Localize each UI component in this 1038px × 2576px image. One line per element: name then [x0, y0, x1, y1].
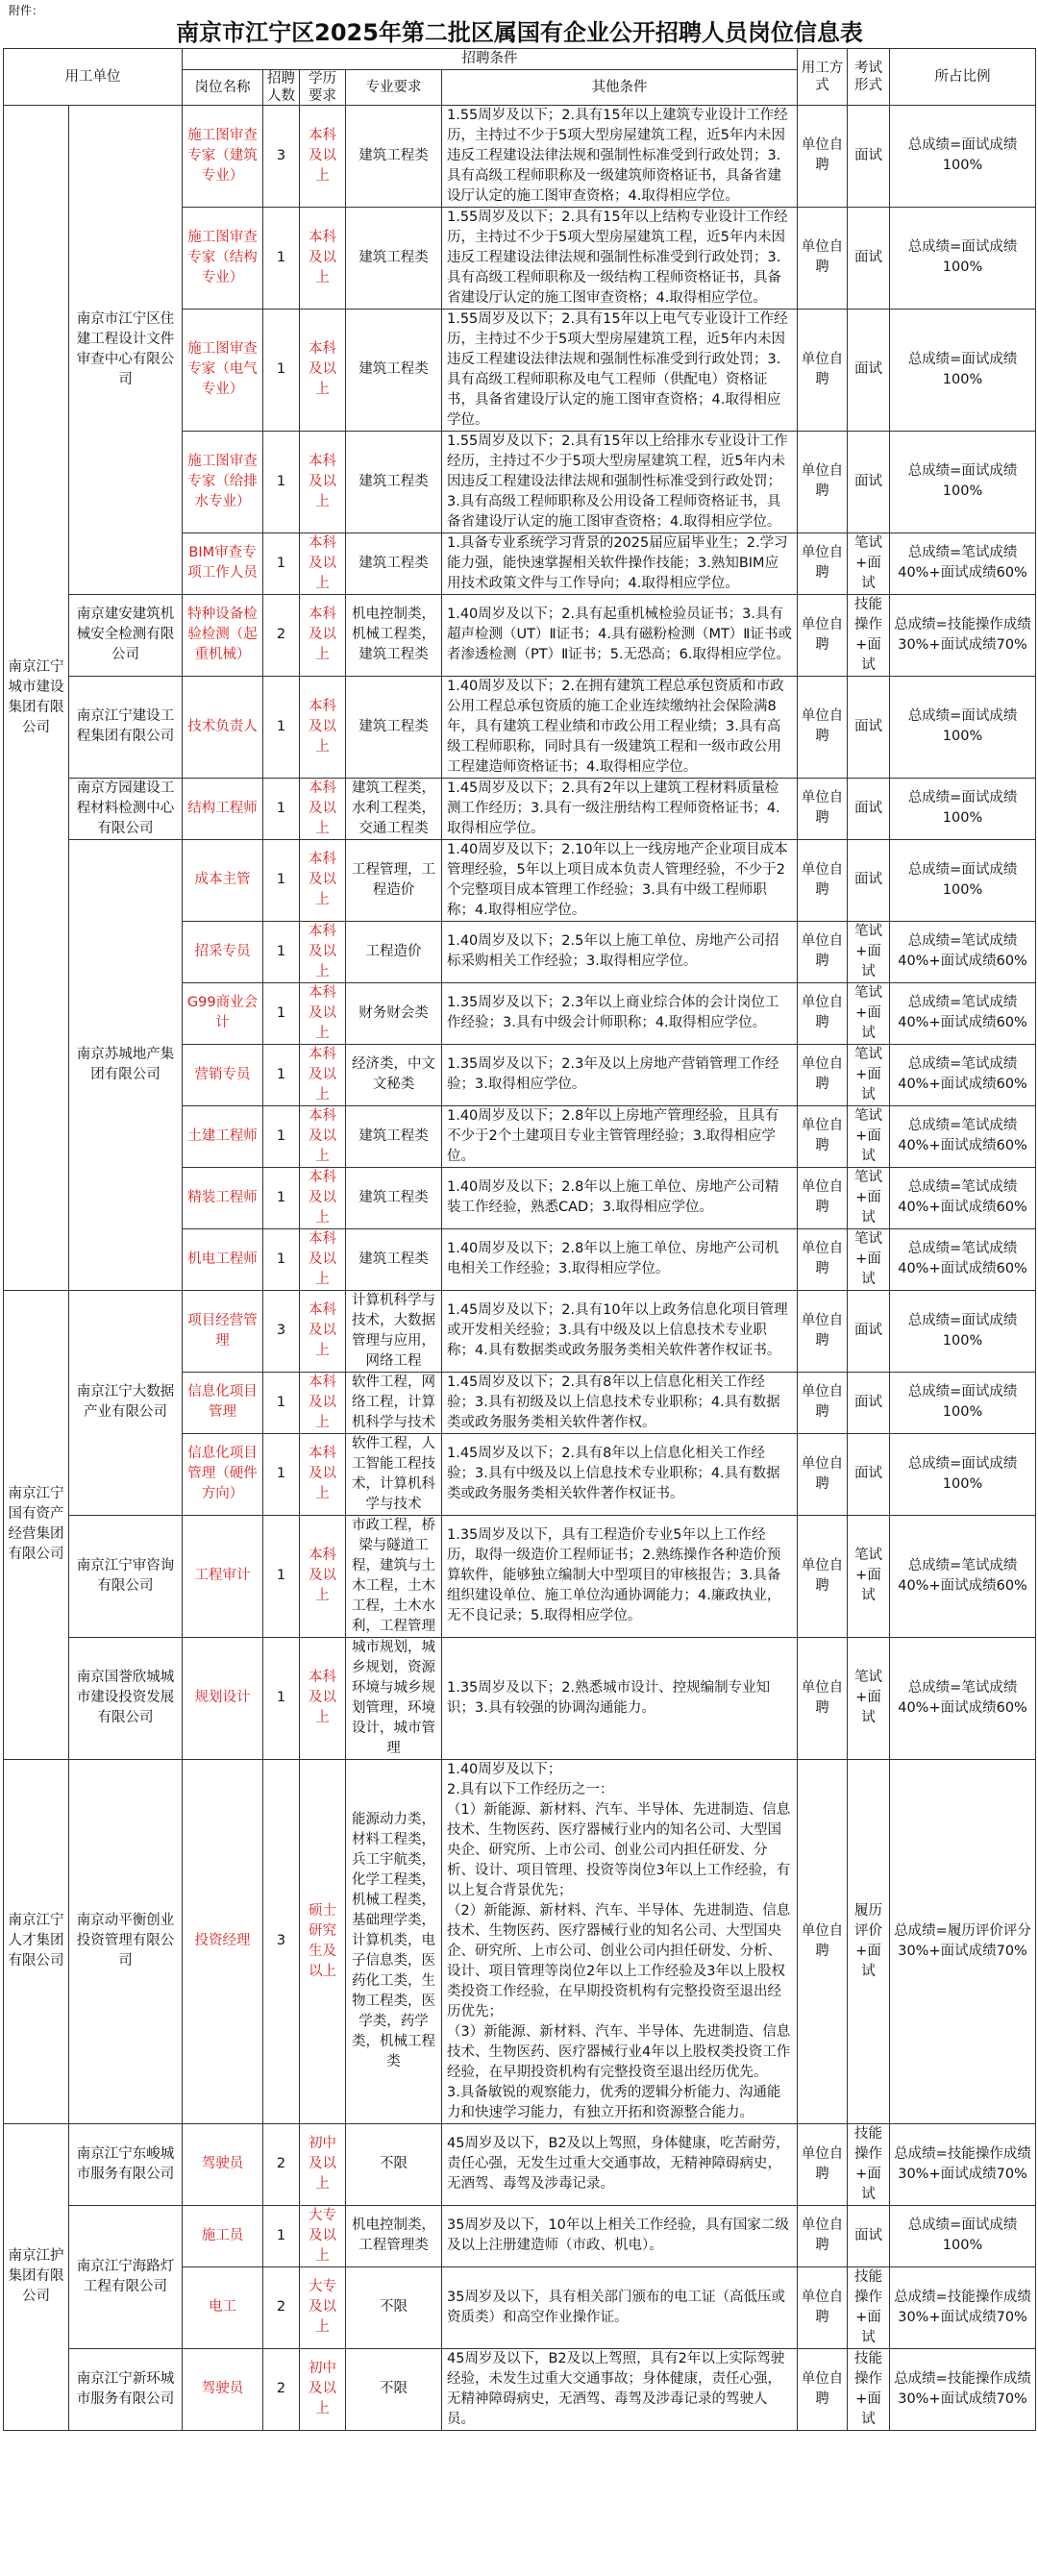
score-ratio: 总成绩=履历评价评分30%+面试成绩70% — [890, 1759, 1036, 2123]
hire-count: 1 — [263, 1105, 300, 1167]
hire-count: 1 — [263, 921, 300, 982]
unit-name: 南京国誉欣城城市建设投资发展有限公司 — [69, 1637, 183, 1759]
major-req: 建筑工程类 — [346, 105, 442, 207]
score-ratio: 总成绩=面试成绩100% — [890, 839, 1036, 921]
major-req: 机电控制类，机械工程类，建筑工程类 — [346, 594, 442, 676]
major-req: 计算机科学与技术，大数据管理与应用，网络工程 — [346, 1290, 442, 1372]
position-name: 施工员 — [183, 2205, 263, 2266]
unit-name: 南京市江宁区住建工程设计文件审查中心有限公司 — [69, 105, 183, 594]
major-req: 软件工程，人工智能工程技术，计算机科学与技术 — [346, 1433, 442, 1515]
attachment-label: 附件： — [9, 4, 44, 17]
hire-count: 1 — [263, 1228, 300, 1290]
education-req: 本科及以上 — [300, 431, 346, 533]
major-req: 建筑工程类 — [346, 1228, 442, 1290]
other-conditions: 1.45周岁及以下；2.具有8年以上信息化相关工作经验；3.具有初级及以上信息技术专业职称；4.具有数据类或政务服务类相关软件著作权。 — [442, 1372, 798, 1433]
position-name: 施工图审查专家（结构专业） — [183, 207, 263, 309]
table-row — [4, 778, 1036, 839]
hire-count: 1 — [263, 676, 300, 778]
major-req: 建筑工程类 — [346, 207, 442, 309]
exam-type: 技能操作+面试 — [848, 2266, 890, 2348]
position-name: G99商业会计 — [183, 982, 263, 1044]
education-req: 初中及以上 — [300, 2123, 346, 2205]
education-req: 初中及以上 — [300, 2348, 346, 2430]
other-conditions: 1.具备专业系统学习背景的2025届应届毕业生；2.学习能力强，能快速掌握相关软件操作技能；3.熟知BIM应用技术政策文件与工作导向；4.取得相应学位。 — [442, 533, 798, 594]
education-req: 本科及以上 — [300, 1290, 346, 1372]
table-row — [4, 105, 1036, 207]
exam-type: 面试 — [848, 207, 890, 309]
other-conditions: 1.55周岁及以下；2.具有15年以上建筑专业设计工作经历，主持过不少于5项大型房屋建筑工程，近5年内未因违反工程建设法律法规和强制性标准受到行政处罚；3.具有高级工程师职称及一级建筑师资格证书，具备省建设厅认定的施工图审查资格；4.取得相应学位。 — [442, 105, 798, 207]
header-employment-type: 用工方式 — [798, 48, 848, 105]
position-name: 规划设计 — [183, 1637, 263, 1759]
education-req: 本科及以上 — [300, 1637, 346, 1759]
header-employer: 用工单位 — [4, 48, 183, 105]
other-conditions: 1.40周岁及以下；2.8年以上施工单位、房地产公司机电相关工作经验；3.取得相应学位。 — [442, 1228, 798, 1290]
other-conditions: 1.55周岁及以下；2.具有15年以上结构专业设计工作经历，主持过不少于5项大型房屋建筑工程，近5年内未因违反工程建设法律法规和强制性标准受到行政处罚；3.具有高级工程师职称及一级结构工程师资格证书，具备省建设厅认定的施工图审查资格；4.取得相应学位。 — [442, 207, 798, 309]
header-position: 岗位名称 — [183, 69, 263, 105]
employment-type: 单位自聘 — [798, 594, 848, 676]
score-ratio: 总成绩=笔试成绩40%+面试成绩60% — [890, 921, 1036, 982]
employment-type: 单位自聘 — [798, 431, 848, 533]
header-major: 专业要求 — [346, 69, 442, 105]
score-ratio: 总成绩=技能操作成绩30%+面试成绩70% — [890, 2348, 1036, 2430]
position-name: 招采专员 — [183, 921, 263, 982]
other-conditions: 1.40周岁及以下；2.具有起重机械检验员证书；3.具有超声检测（UT）Ⅱ证书；4.具有磁粉检测（MT）Ⅱ证书或者渗透检测（PT）Ⅱ证书；5.无恐高；6.取得相应学位。 — [442, 594, 798, 676]
exam-type: 技能操作+面试 — [848, 2123, 890, 2205]
position-name: 信息化项目管理 — [183, 1372, 263, 1433]
major-req: 城市规划，城乡规划，资源环境与城乡规划管理，环境设计，城市管理 — [346, 1637, 442, 1759]
employment-type: 单位自聘 — [798, 676, 848, 778]
exam-type: 面试 — [848, 1433, 890, 1515]
other-conditions: 45周岁及以下，B2及以上驾照，具有2年以上实际驾驶经验，未发生过重大交通事故；身体健康，责任心强，无精神障碍病史，无酒驾、毒驾及涉毒记录的驾驶人员。 — [442, 2348, 798, 2430]
exam-type: 面试 — [848, 2205, 890, 2266]
hire-count: 1 — [263, 207, 300, 309]
exam-type: 面试 — [848, 839, 890, 921]
hire-count: 2 — [263, 2123, 300, 2205]
score-ratio: 总成绩=面试成绩100% — [890, 431, 1036, 533]
education-req: 本科及以上 — [300, 839, 346, 921]
hire-count: 1 — [263, 1044, 300, 1105]
group-name: 南京江宁城市建设集团有限公司 — [4, 105, 69, 1290]
employment-type: 单位自聘 — [798, 1759, 848, 2123]
employment-type: 单位自聘 — [798, 2205, 848, 2266]
exam-type: 笔试+面试 — [848, 1105, 890, 1167]
unit-name: 南京方园建设工程材料检测中心有限公司 — [69, 778, 183, 839]
hire-count: 1 — [263, 778, 300, 839]
major-req: 软件工程，网络工程，计算机科学与技术 — [346, 1372, 442, 1433]
employment-type: 单位自聘 — [798, 1290, 848, 1372]
other-conditions: 35周岁及以下，10年以上相关工作经验，具有国家二级及以上注册建造师（市政、机电）。 — [442, 2205, 798, 2266]
other-conditions: 1.35周岁及以下；2.3年及以上房地产营销管理工作经验；3.取得相应学位。 — [442, 1044, 798, 1105]
hire-count: 2 — [263, 594, 300, 676]
education-req: 本科及以上 — [300, 594, 346, 676]
unit-name: 南京江宁建设工程集团有限公司 — [69, 676, 183, 778]
education-req: 硕士研究生及以上 — [300, 1759, 346, 2123]
education-req: 大专及以上 — [300, 2266, 346, 2348]
score-ratio: 总成绩=笔试成绩40%+面试成绩60% — [890, 1515, 1036, 1637]
position-name: 特种设备检验检测（起重机械） — [183, 594, 263, 676]
education-req: 本科及以上 — [300, 921, 346, 982]
page-title: 南京市江宁区2025年第二批区属国有企业公开招聘人员岗位信息表 — [176, 18, 863, 46]
education-req: 本科及以上 — [300, 1228, 346, 1290]
employment-type: 单位自聘 — [798, 1044, 848, 1105]
education-req: 本科及以上 — [300, 207, 346, 309]
table-row — [4, 1637, 1036, 1759]
unit-name: 南京苏城地产集团有限公司 — [69, 839, 183, 1290]
hire-count: 1 — [263, 1167, 300, 1228]
employment-type: 单位自聘 — [798, 1637, 848, 1759]
hire-count: 1 — [263, 2205, 300, 2266]
position-name: 技术负责人 — [183, 676, 263, 778]
major-req: 不限 — [346, 2123, 442, 2205]
exam-type: 笔试+面试 — [848, 982, 890, 1044]
other-conditions: 1.55周岁及以下；2.具有15年以上电气专业设计工作经历，主持过不少于5项大型房屋建筑工程，近5年内未因违反工程建设法律法规和强制性标准受到行政处罚；3.具有高级工程师职称及电气工程师（供配电）资格证书，具备省建设厅认定的施工图审查资格；4.取得相应学位。 — [442, 309, 798, 431]
position-name: 机电工程师 — [183, 1228, 263, 1290]
header-education: 学历要求 — [300, 69, 346, 105]
score-ratio: 总成绩=笔试成绩40%+面试成绩60% — [890, 1044, 1036, 1105]
other-conditions: 1.40周岁及以下；2.在拥有建筑工程总承包资质和市政公用工程总承包资质的施工企业连续缴纳社会保险满8年，具有建筑工程业绩和市政公用工程业绩；3.具有高级工程师职称，同时具有一级建筑工程和一级市政公用工程建造师资格证书；4.取得相应学位。 — [442, 676, 798, 778]
employment-type: 单位自聘 — [798, 309, 848, 431]
position-name: BIM审查专项工作人员 — [183, 533, 263, 594]
unit-name: 南京江宁海路灯工程有限公司 — [69, 2205, 183, 2348]
employment-type: 单位自聘 — [798, 982, 848, 1044]
table-row — [4, 2123, 1036, 2205]
education-req: 本科及以上 — [300, 676, 346, 778]
employment-type: 单位自聘 — [798, 1228, 848, 1290]
exam-type: 面试 — [848, 309, 890, 431]
position-name: 电工 — [183, 2266, 263, 2348]
header-conditions: 招聘条件 — [183, 48, 798, 69]
recruitment-table — [3, 17, 1036, 2431]
exam-type: 笔试+面试 — [848, 533, 890, 594]
unit-name: 南京江宁新环城市服务有限公司 — [69, 2348, 183, 2430]
table-row — [4, 2348, 1036, 2430]
exam-type: 面试 — [848, 431, 890, 533]
major-req: 不限 — [346, 2348, 442, 2430]
score-ratio: 总成绩=笔试成绩40%+面试成绩60% — [890, 1167, 1036, 1228]
score-ratio: 总成绩=面试成绩100% — [890, 309, 1036, 431]
hire-count: 1 — [263, 839, 300, 921]
other-conditions: 1.55周岁及以下；2.具有15年以上给排水专业设计工作经历，主持过不少于5项大型房屋建筑工程，近5年内未因违反工程建设法律法规和强制性标准受到行政处罚；3.具有高级工程师职称及公用设备工程师资格证书，具备省建设厅认定的施工图审查资格；4.取得相应学位。 — [442, 431, 798, 533]
education-req: 本科及以上 — [300, 1433, 346, 1515]
position-name: 驾驶员 — [183, 2123, 263, 2205]
unit-name: 南京江宁审咨询有限公司 — [69, 1515, 183, 1637]
position-name: 施工图审查专家（给排水专业） — [183, 431, 263, 533]
exam-type: 技能操作+面试 — [848, 2348, 890, 2430]
header-count: 招聘人数 — [263, 69, 300, 105]
header-score-ratio: 所占比例 — [890, 48, 1036, 105]
education-req: 本科及以上 — [300, 105, 346, 207]
exam-type: 面试 — [848, 105, 890, 207]
position-name: 施工图审查专家（建筑专业） — [183, 105, 263, 207]
education-req: 本科及以上 — [300, 1515, 346, 1637]
position-name: 营销专员 — [183, 1044, 263, 1105]
major-req: 工程管理，工程造价 — [346, 839, 442, 921]
education-req: 本科及以上 — [300, 982, 346, 1044]
employment-type: 单位自聘 — [798, 1433, 848, 1515]
position-name: 工程审计 — [183, 1515, 263, 1637]
education-req: 本科及以上 — [300, 1167, 346, 1228]
score-ratio: 总成绩=技能操作成绩30%+面试成绩70% — [890, 2123, 1036, 2205]
unit-name: 南京动平衡创业投资管理有限公司 — [69, 1759, 183, 2123]
education-req: 本科及以上 — [300, 778, 346, 839]
major-req: 市政工程，桥梁与隧道工程，建筑与土木工程，土木工程，土木水利，工程管理 — [346, 1515, 442, 1637]
header-exam-type: 考试形式 — [848, 48, 890, 105]
other-conditions: 1.40周岁及以下；2.8年以上房地产管理经验，且具有不少于2个土建项目专业主管管理经验；3.取得相应学位。 — [442, 1105, 798, 1167]
major-req: 经济类，中文文秘类 — [346, 1044, 442, 1105]
exam-type: 履历评价+面试 — [848, 1759, 890, 2123]
exam-type: 笔试+面试 — [848, 1044, 890, 1105]
score-ratio: 总成绩=笔试成绩40%+面试成绩60% — [890, 1105, 1036, 1167]
exam-type: 技能操作+面试 — [848, 594, 890, 676]
hire-count: 1 — [263, 982, 300, 1044]
score-ratio: 总成绩=面试成绩100% — [890, 778, 1036, 839]
major-req: 建筑工程类 — [346, 309, 442, 431]
score-ratio: 总成绩=面试成绩100% — [890, 2205, 1036, 2266]
table-row — [4, 594, 1036, 676]
other-conditions: 1.40周岁及以下；2.8年以上施工单位、房地产公司精装工作经验，熟悉CAD；3.取得相应学位。 — [442, 1167, 798, 1228]
position-name: 土建工程师 — [183, 1105, 263, 1167]
hire-count: 1 — [263, 1372, 300, 1433]
education-req: 本科及以上 — [300, 1105, 346, 1167]
exam-type: 笔试+面试 — [848, 1167, 890, 1228]
table-row — [4, 1290, 1036, 1372]
employment-type: 单位自聘 — [798, 1372, 848, 1433]
major-req: 能源动力类，材料工程类，兵工宇航类，化学工程类，机械工程类，基础理学类，计算机类，电子信息类，医药化工类，生物工程类，医学类，药学类，机械工程类 — [346, 1759, 442, 2123]
score-ratio: 总成绩=笔试成绩40%+面试成绩60% — [890, 1637, 1036, 1759]
education-req: 本科及以上 — [300, 309, 346, 431]
score-ratio: 总成绩=面试成绩100% — [890, 1433, 1036, 1515]
major-req: 机电控制类，工程管理类 — [346, 2205, 442, 2266]
hire-count: 2 — [263, 2348, 300, 2430]
hire-count: 1 — [263, 1637, 300, 1759]
group-name: 南京江宁国有资产经营集团有限公司 — [4, 1290, 69, 1759]
score-ratio: 总成绩=面试成绩100% — [890, 676, 1036, 778]
education-req: 本科及以上 — [300, 533, 346, 594]
employment-type: 单位自聘 — [798, 1105, 848, 1167]
position-name: 结构工程师 — [183, 778, 263, 839]
position-name: 信息化项目管理（硬件方向） — [183, 1433, 263, 1515]
table-row — [4, 839, 1036, 921]
exam-type: 面试 — [848, 1372, 890, 1433]
score-ratio: 总成绩=面试成绩100% — [890, 1290, 1036, 1372]
unit-name: 南京江宁东峻城市服务有限公司 — [69, 2123, 183, 2205]
unit-name: 南京江宁大数据产业有限公司 — [69, 1290, 183, 1515]
table-row — [4, 1515, 1036, 1637]
header-other: 其他条件 — [442, 69, 798, 105]
employment-type: 单位自聘 — [798, 105, 848, 207]
exam-type: 面试 — [848, 1290, 890, 1372]
score-ratio: 总成绩=笔试成绩40%+面试成绩60% — [890, 1228, 1036, 1290]
major-req: 建筑工程类 — [346, 1167, 442, 1228]
other-conditions: 1.40周岁及以下；2.10年以上一线房地产企业项目成本管理经验，5年以上项目成本负责人管理经验，不少于2个完整项目成本管理工作经验；3.具有中级工程师职称；4.取得相应学位。 — [442, 839, 798, 921]
education-req: 大专及以上 — [300, 2205, 346, 2266]
hire-count: 3 — [263, 105, 300, 207]
exam-type: 面试 — [848, 676, 890, 778]
employment-type: 单位自聘 — [798, 1515, 848, 1637]
hire-count: 1 — [263, 309, 300, 431]
exam-type: 笔试+面试 — [848, 1637, 890, 1759]
employment-type: 单位自聘 — [798, 533, 848, 594]
other-conditions: 1.35周岁及以下；2.熟悉城市设计、控规编制专业知识；3.具有较强的协调沟通能力。 — [442, 1637, 798, 1759]
score-ratio: 总成绩=技能操作成绩30%+面试成绩70% — [890, 594, 1036, 676]
position-name: 精装工程师 — [183, 1167, 263, 1228]
employment-type: 单位自聘 — [798, 2348, 848, 2430]
employment-type: 单位自聘 — [798, 2123, 848, 2205]
major-req: 建筑工程类 — [346, 431, 442, 533]
score-ratio: 总成绩=面试成绩100% — [890, 207, 1036, 309]
major-req: 不限 — [346, 2266, 442, 2348]
table-row — [4, 1759, 1036, 2123]
other-conditions: 1.40周岁及以下； 2.具有以下工作经历之一： （1）新能源、新材料、汽车、半导体、先进制造、信息技术、生物医药、医疗器械行业内的知名公司、大型国央企、研究所、上市公司、创业公司内担任研发、分析、设计、项目管理、投资等岗位3年以上工作经验，有以上复合背景优先； （2）新能源、新材料、汽车、半导体、先进制造、信息技术、生物医药、医疗器械行业的知名公司、大型国央企、研究所、上市公司、创业公司内担任研发、分析、设计、项目管理等岗位2年以上工作经验及3年以上股权类投资工作经验，在早期投资机构有完整投资至退出经历优先； （3）新能源、新材料、汽车、半导体、先进制造、信息技术、生物医药、医疗器械行业4年以上股权类投资工作经验，在早期投资机构有完整投资至退出经历优先。 3.具备敏锐的观察能力，优秀的逻辑分析能力、沟通能力和快速学习能力，有独立开拓和资源整合能力。 — [442, 1759, 798, 2123]
major-req: 建筑工程类 — [346, 533, 442, 594]
score-ratio: 总成绩=笔试成绩40%+面试成绩60% — [890, 533, 1036, 594]
other-conditions: 35周岁及以下，具有相关部门颁布的电工证（高低压或资质类）和高空作业操作证。 — [442, 2266, 798, 2348]
other-conditions: 1.45周岁及以下；2.具有10年以上政务信息化项目管理或开发相关经验；3.具有中级及以上信息技术专业职称；4.具有数据类或政务服务类相关软件著作权证书。 — [442, 1290, 798, 1372]
major-req: 财务财会类 — [346, 982, 442, 1044]
score-ratio: 总成绩=技能操作成绩30%+面试成绩70% — [890, 2266, 1036, 2348]
other-conditions: 1.45周岁及以下；2.具有2年以上建筑工程材料质量检测工作经历；3.具有一级注册结构工程师资格证书；4.取得相应学位。 — [442, 778, 798, 839]
exam-type: 笔试+面试 — [848, 921, 890, 982]
exam-type: 笔试+面试 — [848, 1228, 890, 1290]
education-req: 本科及以上 — [300, 1044, 346, 1105]
hire-count: 2 — [263, 2266, 300, 2348]
group-name: 南京江宁人才集团有限公司 — [4, 1759, 69, 2123]
score-ratio: 总成绩=笔试成绩40%+面试成绩60% — [890, 982, 1036, 1044]
major-req: 建筑工程类 — [346, 676, 442, 778]
hire-count: 3 — [263, 1759, 300, 2123]
other-conditions: 1.35周岁及以下，具有工程造价专业5年以上工作经历，取得一级造价工程师证书；2.熟练操作各种造价预算软件，能够独立编制大中型项目的审核报告；3.具备组织建设单位、施工单位沟通协调能力；4.廉政执业，无不良记录；5.取得相应学位。 — [442, 1515, 798, 1637]
major-req: 建筑工程类，水利工程类，交通工程类 — [346, 778, 442, 839]
table-row — [4, 2205, 1036, 2266]
employment-type: 单位自聘 — [798, 839, 848, 921]
score-ratio: 总成绩=面试成绩100% — [890, 105, 1036, 207]
hire-count: 1 — [263, 1515, 300, 1637]
score-ratio: 总成绩=面试成绩100% — [890, 1372, 1036, 1433]
employment-type: 单位自聘 — [798, 1167, 848, 1228]
position-name: 成本主管 — [183, 839, 263, 921]
hire-count: 1 — [263, 533, 300, 594]
exam-type: 笔试+面试 — [848, 1515, 890, 1637]
major-req: 工程造价 — [346, 921, 442, 982]
unit-name: 南京建安建筑机械安全检测有限公司 — [69, 594, 183, 676]
position-name: 施工图审查专家（电气专业） — [183, 309, 263, 431]
employment-type: 单位自聘 — [798, 2266, 848, 2348]
education-req: 本科及以上 — [300, 1372, 346, 1433]
hire-count: 1 — [263, 431, 300, 533]
employment-type: 单位自聘 — [798, 207, 848, 309]
hire-count: 1 — [263, 1433, 300, 1515]
employment-type: 单位自聘 — [798, 921, 848, 982]
other-conditions: 45周岁及以下，B2及以上驾照，身体健康，吃苦耐劳，责任心强，无发生过重大交通事故，无精神障碍病史，无酒驾、毒驾及涉毒记录。 — [442, 2123, 798, 2205]
position-name: 驾驶员 — [183, 2348, 263, 2430]
position-name: 项目经营管理 — [183, 1290, 263, 1372]
group-name: 南京江护集团有限公司 — [4, 2123, 69, 2430]
other-conditions: 1.40周岁及以下；2.5年以上施工单位、房地产公司招标采购相关工作经验；3.取得相应学位。 — [442, 921, 798, 982]
hire-count: 3 — [263, 1290, 300, 1372]
position-name: 投资经理 — [183, 1759, 263, 2123]
major-req: 建筑工程类 — [346, 1105, 442, 1167]
employment-type: 单位自聘 — [798, 778, 848, 839]
other-conditions: 1.45周岁及以下；2.具有8年以上信息化相关工作经验；3.具有中级及以上信息技术专业职称；4.具有数据类或政务服务类相关软件著作权证书。 — [442, 1433, 798, 1515]
other-conditions: 1.35周岁及以下；2.3年以上商业综合体的会计岗位工作经验；3.具有中级会计师职称；4.取得相应学位。 — [442, 982, 798, 1044]
exam-type: 面试 — [848, 778, 890, 839]
table-row — [4, 676, 1036, 778]
